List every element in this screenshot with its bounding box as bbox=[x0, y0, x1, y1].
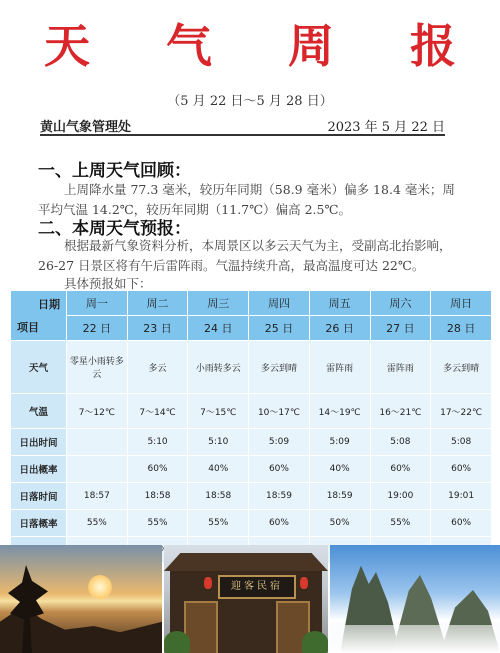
table-cell: 7～14℃ bbox=[127, 394, 188, 429]
table-cell: 40% bbox=[309, 456, 370, 483]
weekday-cell: 周四 bbox=[249, 291, 310, 316]
table-cell: 19:01 bbox=[431, 483, 492, 510]
table-cell: 5:08 bbox=[370, 429, 431, 456]
table-row bbox=[11, 394, 492, 429]
potted-plant bbox=[302, 631, 328, 653]
issue-date: 2023 年 5 月 22 日 bbox=[327, 120, 445, 135]
table-cell: 40% bbox=[188, 456, 249, 483]
section2-intro: 具体预报如下： bbox=[64, 276, 152, 291]
table-cell: 17～22℃ bbox=[431, 394, 492, 429]
date-range: （5 月 22 日～5 月 28 日） bbox=[167, 94, 333, 109]
table-row bbox=[11, 483, 492, 510]
table-cell: 零星小雨转多云 bbox=[67, 341, 128, 394]
table-cell: 55% bbox=[127, 510, 188, 537]
table-cell: 60% bbox=[431, 456, 492, 483]
building-roof bbox=[164, 553, 328, 571]
table-cell: 5:09 bbox=[249, 429, 310, 456]
table-cell: 小雨转多云 bbox=[188, 341, 249, 394]
forecast-table bbox=[10, 290, 492, 564]
date-cell: 25 日 bbox=[249, 316, 310, 341]
table-cell: 60% bbox=[249, 456, 310, 483]
weekday-cell: 周五 bbox=[309, 291, 370, 316]
table-cell bbox=[67, 456, 128, 483]
table-cell: 60% bbox=[431, 510, 492, 537]
cloud-sea bbox=[330, 625, 500, 653]
table-cell: 50% bbox=[309, 510, 370, 537]
date-cell: 27 日 bbox=[370, 316, 431, 341]
table-cell: 18:58 bbox=[127, 483, 188, 510]
row-label: 日落时间 bbox=[11, 483, 67, 510]
table-cell: 55% bbox=[370, 510, 431, 537]
table-row bbox=[11, 341, 492, 394]
date-cell: 22 日 bbox=[67, 316, 128, 341]
sunrise-photo bbox=[0, 545, 162, 653]
table-cell: 18:57 bbox=[67, 483, 128, 510]
table-cell: 雷阵雨 bbox=[309, 341, 370, 394]
table-cell: 5:10 bbox=[127, 429, 188, 456]
table-row bbox=[11, 429, 492, 456]
weekday-cell: 周六 bbox=[370, 291, 431, 316]
row-label: 日出时间 bbox=[11, 429, 67, 456]
row-label: 气温 bbox=[11, 394, 67, 429]
table-cell bbox=[67, 429, 128, 456]
table-cell: 18:59 bbox=[309, 483, 370, 510]
date-cell: 26 日 bbox=[309, 316, 370, 341]
table-cell: 5:10 bbox=[188, 429, 249, 456]
table-cell: 多云到晴 bbox=[249, 341, 310, 394]
table-row bbox=[11, 510, 492, 537]
peaks-photo bbox=[330, 545, 500, 653]
date-cell: 23 日 bbox=[127, 316, 188, 341]
section1-text: 上周降水量 77.3 毫米，较历年同期（58.9 毫米）偏多 18.4 毫米；周平均气温 14.2℃，较历年同期（11.7℃）偏高 2.5℃。 bbox=[38, 182, 455, 217]
table-cell: 60% bbox=[249, 510, 310, 537]
table-cell: 5:09 bbox=[309, 429, 370, 456]
potted-plant bbox=[164, 631, 190, 653]
table-cell: 60% bbox=[370, 456, 431, 483]
table-cell: 60% bbox=[127, 456, 188, 483]
corner-date-label: 日期 bbox=[38, 298, 60, 311]
date-row bbox=[11, 316, 492, 341]
date-cell: 24 日 bbox=[188, 316, 249, 341]
table-cell: 16～21℃ bbox=[370, 394, 431, 429]
table-cell: 14～19℃ bbox=[309, 394, 370, 429]
table-cell: 7～12℃ bbox=[67, 394, 128, 429]
report-title: 天 气 周 报 bbox=[43, 19, 487, 73]
table-cell: 10～17℃ bbox=[249, 394, 310, 429]
table-row bbox=[11, 456, 492, 483]
organization: 黄山气象管理处 bbox=[40, 120, 132, 135]
inn-photo bbox=[164, 545, 328, 653]
weekday-cell: 周二 bbox=[127, 291, 188, 316]
table-cell: 19:00 bbox=[370, 483, 431, 510]
weekday-cell: 周日 bbox=[431, 291, 492, 316]
table-cell: 多云到晴 bbox=[431, 341, 492, 394]
table-cell: 55% bbox=[67, 510, 128, 537]
inn-signboard: 迎客民宿 bbox=[218, 575, 296, 599]
lantern-icon bbox=[300, 577, 308, 589]
photo-strip bbox=[0, 545, 500, 653]
table-cell: 5:08 bbox=[431, 429, 492, 456]
table-cell: 18:59 bbox=[249, 483, 310, 510]
table-cell: 7～15℃ bbox=[188, 394, 249, 429]
table-corner bbox=[11, 291, 67, 341]
section2-text: 根据最新气象资料分析，本周景区以多云天气为主，受副高北抬影响，26-27 日景区将有午后雷阵雨。气温持续升高，最高温度可达 22℃。 bbox=[38, 238, 452, 273]
section2-heading: 二、本周天气预报： bbox=[38, 219, 191, 239]
table-cell: 多云 bbox=[127, 341, 188, 394]
table-cell: 雷阵雨 bbox=[370, 341, 431, 394]
table-cell: 18:58 bbox=[188, 483, 249, 510]
row-label: 日出概率 bbox=[11, 456, 67, 483]
corner-item-label: 项目 bbox=[17, 321, 39, 334]
weekday-cell: 周一 bbox=[67, 291, 128, 316]
table-cell: 55% bbox=[188, 510, 249, 537]
date-cell: 28 日 bbox=[431, 316, 492, 341]
row-label: 天气 bbox=[11, 341, 67, 394]
meta-row bbox=[40, 116, 445, 136]
sun-shape bbox=[88, 575, 112, 599]
weekday-row bbox=[11, 291, 492, 316]
section1-heading: 一、上周天气回顾： bbox=[38, 161, 191, 181]
lantern-icon bbox=[204, 577, 212, 589]
weekday-cell: 周三 bbox=[188, 291, 249, 316]
row-label: 日落概率 bbox=[11, 510, 67, 537]
